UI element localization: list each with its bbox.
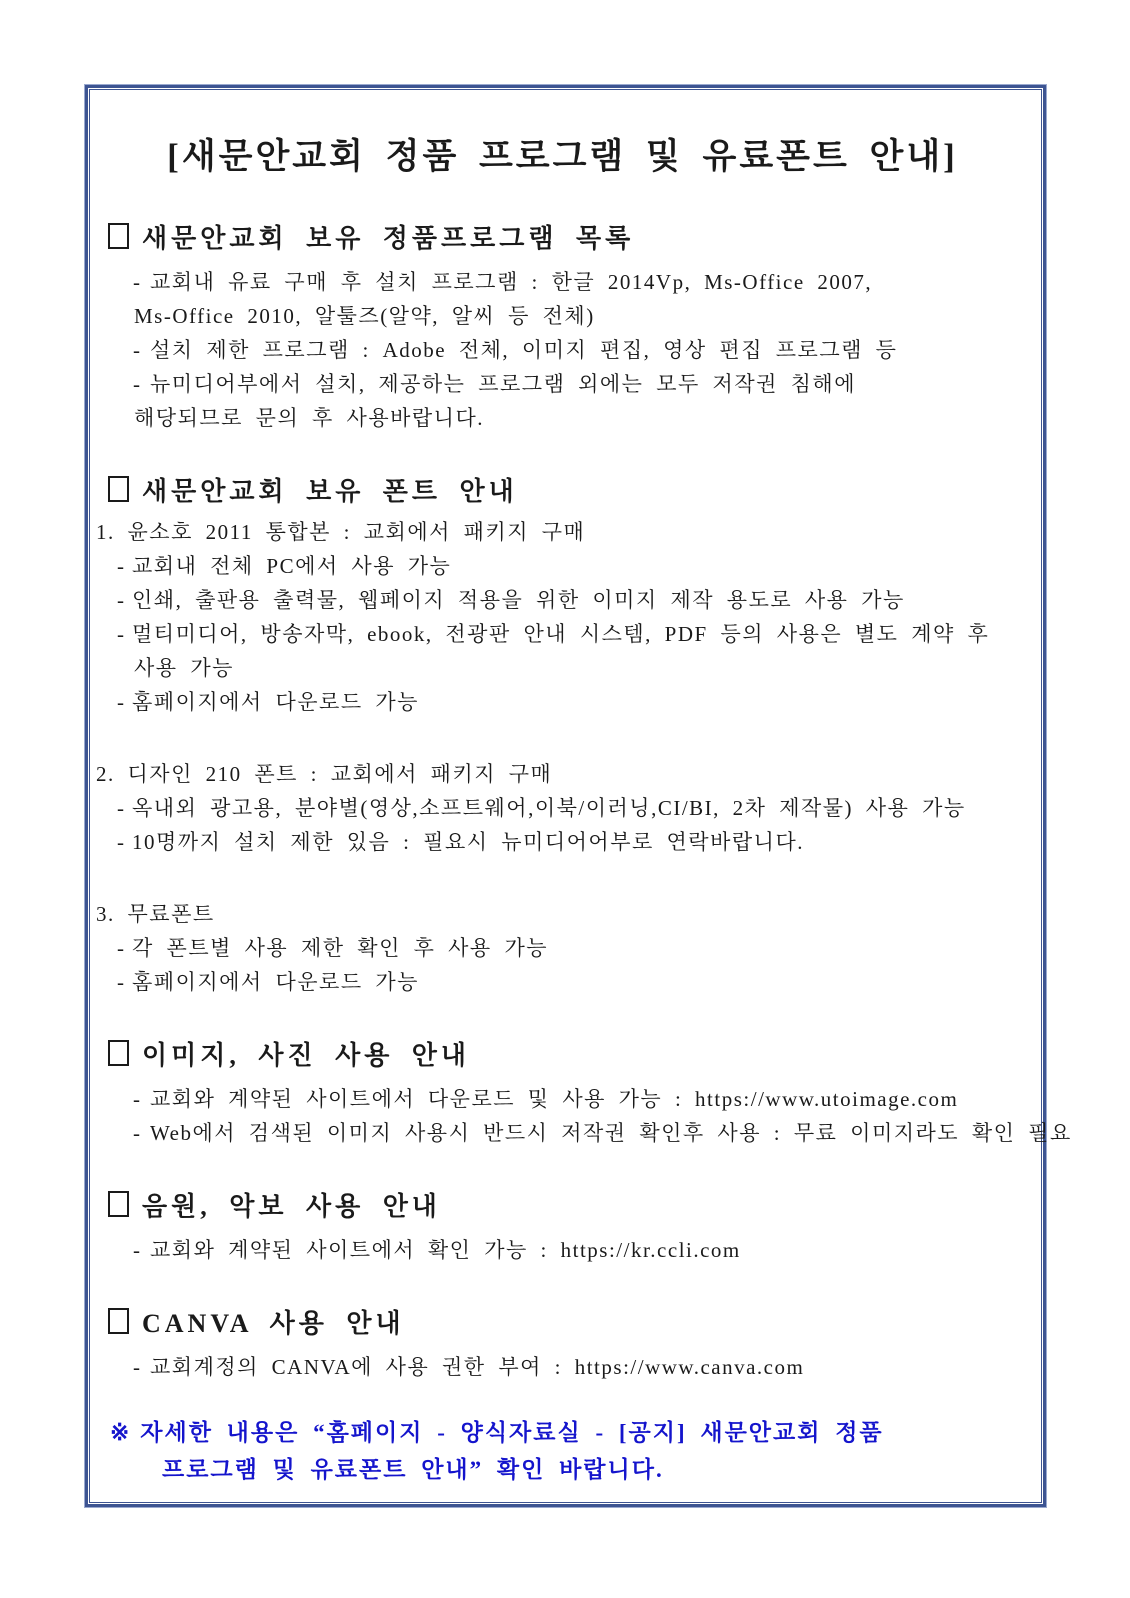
dash-icon: - [117,830,126,854]
dash-icon: - [133,372,142,396]
section-heading-label: 이미지, 사진 사용 안내 [142,1041,471,1070]
list-item [90,825,1035,859]
list-item [90,617,1035,651]
dash-icon: - [133,270,142,294]
numbered-item-title: 3. 무료폰트 [96,902,215,926]
section-heading-label: CANVA 사용 안내 [142,1309,405,1338]
footer-note-line [90,1414,1035,1451]
list-item [90,1116,1072,1150]
dash-icon: - [133,1121,142,1145]
font-item-3 [90,897,1035,999]
numbered-item-title: 1. 윤소호 2011 통합본 : 교회에서 패키지 구매 [96,520,586,544]
list-item-text: 10명까지 설치 제한 있음 : 필요시 뉴미디어어부로 연락바랍니다. [132,830,804,854]
list-item [90,685,1035,719]
section-heading-label: 새문안교회 보유 폰트 안내 [142,477,518,506]
section-heading-music [90,1188,1035,1226]
list-item-text: 홈페이지에서 다운로드 가능 [132,690,419,714]
list-item [90,265,1035,299]
list-item-continuation: 사용 가능 [134,656,234,680]
dash-icon: - [117,936,126,960]
list-item [90,1233,1035,1267]
list-item [90,1350,1035,1384]
list-item-text: 멀티미디어, 방송자막, ebook, 전광판 안내 시스템, PDF 등의 사용은 별도 계약 후 [132,622,990,646]
list-item-text: Web에서 검색된 이미지 사용시 반드시 저작권 확인후 사용 : 무료 이미지라도 확인 필요 [150,1121,1072,1145]
list-item-text: 교회내 유료 구매 후 설치 프로그램 : 한글 2014Vp, Ms-Office 2007, [150,270,873,294]
dash-icon: - [117,588,126,612]
numbered-item-title: 2. 디자인 210 폰트 : 교회에서 패키지 구매 [96,762,553,786]
list-item-text: 교회계정의 CANVA에 사용 권한 부여 : https://www.canva.com [150,1355,805,1379]
dash-icon: - [117,970,126,994]
font-item-2 [90,757,1035,859]
list-item-text: 홈페이지에서 다운로드 가능 [132,970,419,994]
dash-icon: - [117,690,126,714]
list-item [90,583,1035,617]
dash-icon: - [133,338,142,362]
list-item-text: 교회내 전체 PC에서 사용 가능 [132,554,452,578]
list-item-text: 설치 제한 프로그램 : Adobe 전체, 이미지 편집, 영상 편집 프로그램 등 [150,338,898,362]
section-heading-programs [90,220,1035,258]
square-bullet-icon [108,1191,129,1217]
square-bullet-icon [108,476,129,502]
square-bullet-icon [108,1040,129,1066]
dash-icon: - [133,1355,142,1379]
footer-note [90,1414,1035,1488]
list-item-text: 교회와 계약된 사이트에서 다운로드 및 사용 가능 : https://www.utoimage.com [150,1087,959,1111]
dash-icon: - [117,622,126,646]
page-border-frame [85,85,1072,1507]
document-content [90,90,1072,1502]
section-heading-fonts [90,473,1035,511]
section-heading-images [90,1037,1035,1075]
page-border-inner-line [89,89,1072,1503]
list-item-text: 옥내외 광고용, 분야별(영상,소프트웨어,이북/이러닝,CI/BI, 2차 제작물) 사용 가능 [132,796,966,820]
section-heading-canva [90,1305,1035,1343]
section-heading-label: 음원, 악보 사용 안내 [142,1192,441,1221]
list-item [90,931,1035,965]
list-item-text: 인쇄, 출판용 출력물, 웹페이지 적용을 위한 이미지 제작 용도로 사용 가능 [132,588,905,612]
list-item [90,549,1035,583]
list-item [90,367,1035,401]
list-item [90,965,1035,999]
section-music-body [90,1233,1035,1267]
page-title: [새문안교회 정품 프로그램 및 유료폰트 안내] [167,137,958,176]
reference-mark-icon: ※ [110,1420,132,1445]
dash-icon: - [117,796,126,820]
square-bullet-icon [108,1308,129,1334]
square-bullet-icon [108,223,129,249]
list-item-text: 교회와 계약된 사이트에서 확인 가능 : https://kr.ccli.com [150,1238,741,1262]
font-item-1 [90,515,1035,719]
section-images-body [90,1082,1072,1150]
dash-icon: - [133,1087,142,1111]
list-item-continuation: 해당되므로 문의 후 사용바랍니다. [134,406,485,430]
list-item-text: 뉴미디어부에서 설치, 제공하는 프로그램 외에는 모두 저작권 침해에 [150,372,857,396]
list-item [90,791,1035,825]
section-programs-body [90,265,1035,435]
footer-note-line: 프로그램 및 유료폰트 안내” 확인 바랍니다. [162,1457,664,1482]
dash-icon: - [133,1238,142,1262]
list-item-continuation: Ms-Office 2010, 알툴즈(알약, 알씨 등 전체) [134,304,595,328]
section-canva-body [90,1350,1035,1384]
list-item [90,1082,1035,1116]
list-item-text: 각 폰트별 사용 제한 확인 후 사용 가능 [132,936,549,960]
section-heading-label: 새문안교회 보유 정품프로그램 목록 [142,224,635,253]
dash-icon: - [117,554,126,578]
footer-note-text: 자세한 내용은 “홈페이지 - 양식자료실 - [공지] 새문안교회 정품 [140,1420,884,1445]
list-item [90,333,1035,367]
